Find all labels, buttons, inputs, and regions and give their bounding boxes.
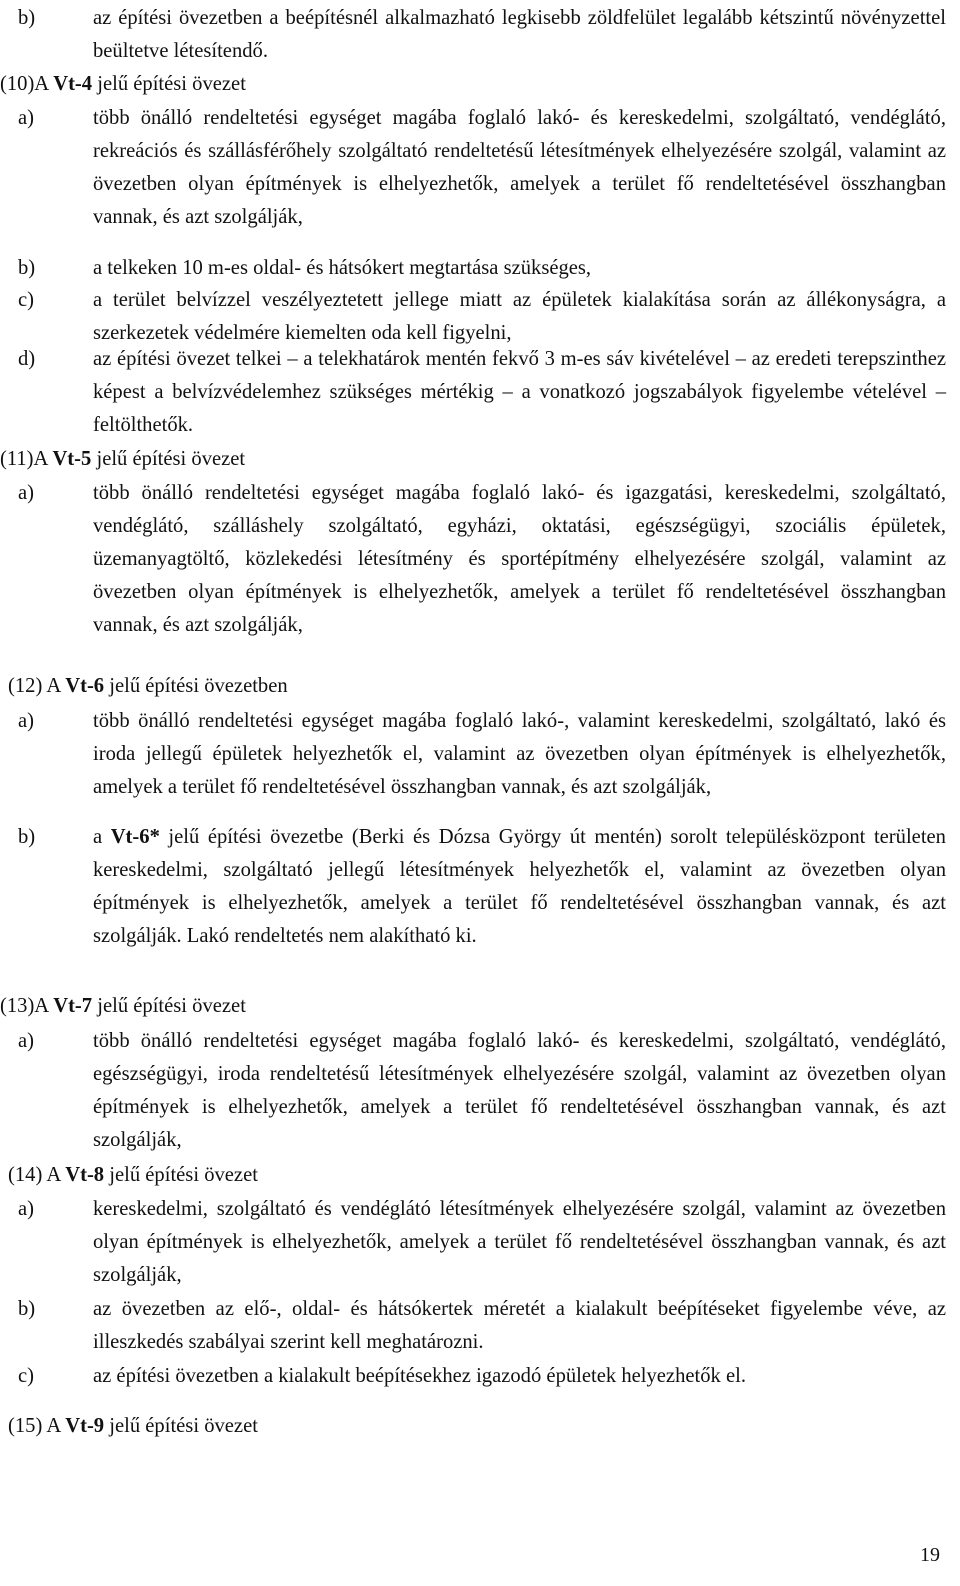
item-text: több önálló rendeltetési egységet magába foglaló lakó-, valamint kereskedelmi, szolgáltató, lakó és iroda jellegű épületek helyezhetők el, valamint az övezetben olyan építmények is elhelyezhetők, amelyek a terület fő rendeltetésével összhangban vannak, és azt szolgálják,: [93, 710, 946, 798]
section-heading-11: [0, 443, 245, 476]
list-item: [18, 1193, 946, 1292]
text-before: a: [93, 826, 111, 848]
item-text: [93, 821, 946, 953]
heading-prefix: (14) A: [8, 1164, 66, 1186]
section-heading-15: [8, 1410, 258, 1443]
heading-prefix: (12) A: [8, 675, 66, 697]
heading-suffix: jelű építési övezet: [104, 1415, 258, 1437]
item-marker: a): [18, 1198, 34, 1220]
item-text: kereskedelmi, szolgáltató és vendéglátó létesítmények elhelyezésére szolgál, valamint az övezetben olyan építmények is elhelyezhetők, amelyek a terület fő rendeltetésével összhangban vannak, és azt szolgálják,: [93, 1198, 946, 1286]
item-marker: b): [18, 257, 36, 279]
zone-code: Vt-6: [65, 675, 105, 697]
item-text: az övezetben az elő-, oldal- és hátsókertek méretét a kialakult beépítéseket figyelembe véve, az illeszkedés szabályai szerint kell meghatározni.: [93, 1298, 946, 1353]
list-item: [18, 252, 946, 285]
list-item: [18, 477, 946, 642]
zone-code: Vt-8: [65, 1164, 105, 1186]
item-marker: b): [18, 7, 36, 29]
page-number: 19: [920, 1544, 940, 1566]
item-marker: b): [18, 1298, 36, 1320]
zone-code: Vt-6*: [110, 826, 160, 848]
zone-code: Vt-7: [53, 995, 93, 1017]
list-item: [18, 2, 946, 68]
item-marker: c): [18, 289, 34, 311]
item-marker: b): [18, 826, 36, 848]
section-heading-13: [0, 990, 246, 1023]
heading-suffix: jelű építési övezet: [92, 73, 246, 95]
section-heading-12: [8, 670, 288, 703]
list-item: [18, 705, 946, 804]
list-item: [18, 821, 946, 953]
section-heading-10: [0, 68, 246, 101]
list-item: [18, 1025, 946, 1157]
item-text: a telkeken 10 m-es oldal- és hátsókert megtartása szükséges,: [93, 257, 592, 279]
list-item: [18, 102, 946, 234]
heading-suffix: jelű építési övezetben: [104, 675, 288, 697]
zone-code: Vt-4: [53, 73, 93, 95]
zone-code: Vt-5: [52, 448, 92, 470]
section-heading-14: [8, 1159, 258, 1192]
heading-prefix: (10)A: [0, 73, 54, 95]
item-marker: c): [18, 1365, 34, 1387]
item-marker: a): [18, 710, 34, 732]
heading-prefix: (11)A: [0, 448, 53, 470]
item-text: az építési övezetben a beépítésnél alkalmazható legkisebb zöldfelület legalább kétszintű növényzettel beültetve létesítendő.: [93, 7, 946, 62]
zone-code: Vt-9: [65, 1415, 105, 1437]
item-text: a terület belvízzel veszélyeztetett jellege miatt az épületek kialakítása során az állékonyságra, a szerkezetek védelmére kiemelten oda kell figyelni,: [93, 289, 946, 344]
heading-suffix: jelű építési övezet: [91, 448, 246, 470]
item-text: több önálló rendeltetési egységet magába foglaló lakó- és kereskedelmi, szolgáltató, vendéglátó, egészségügyi, iroda rendeltetésű létesítmények elhelyezésére szolgál, valamint az övezetben olyan építmények is elhelyezhetők, amelyek a terület fő rendeltetésével összhangban vannak, és azt szolgálják,: [93, 1030, 946, 1151]
list-item: [18, 284, 946, 350]
item-text: több önálló rendeltetési egységet magába foglaló lakó- és kereskedelmi, szolgáltató, vendéglátó, rekreációs és szállásférőhely szolgáltató rendeltetésű létesítmények elhelyezésére szolgál, valamint az övezetben olyan építmények is elhelyezhetők, amelyek a terület fő rendeltetésével összhangban vannak, és azt szolgálják,: [93, 107, 946, 228]
item-text: az építési övezetben a kialakult beépítésekhez igazodó épületek helyezhetők el.: [93, 1365, 746, 1387]
heading-suffix: jelű építési övezet: [104, 1164, 258, 1186]
list-item: [18, 1293, 946, 1359]
list-item: [18, 343, 946, 442]
item-marker: a): [18, 482, 34, 504]
text-after: jelű építési övezetbe (Berki és Dózsa György út mentén) sorolt településközpont területen kereskedelmi, szolgáltató jellegű létesítmények helyezhetők el, valamint az övezetben olyan építmények is elhelyezhetők, amelyek a terület fő rendeltetésével összhangban vannak, és azt szolgálják. Lakó rendeltetés nem alakítható ki.: [93, 826, 946, 947]
heading-suffix: jelű építési övezet: [92, 995, 246, 1017]
item-text: több önálló rendeltetési egységet magába foglaló lakó- és igazgatási, kereskedelmi, szolgáltató, vendéglátó, szálláshely szolgáltató, egyházi, oktatási, egészségügyi, szociális épületek, üzemanyagtöltő, közlekedési létesítmény és sportépítmény elhelyezésére szolgál, valamint az övezetben olyan építmények is elhelyezhetők, amelyek a terület fő rendeltetésével összhangban vannak, és azt szolgálják,: [93, 482, 946, 636]
item-marker: a): [18, 107, 34, 129]
item-marker: a): [18, 1030, 34, 1052]
item-marker: d): [18, 348, 36, 370]
list-item: [18, 1360, 946, 1393]
heading-prefix: (15) A: [8, 1415, 66, 1437]
item-text: az építési övezet telkei – a telekhatárok mentén fekvő 3 m-es sáv kivételével – az eredeti terepszinthez képest a belvízvédelemhez szükséges mértékig – a vonatkozó jogszabályok figyelembe vételével – feltölthetők.: [93, 348, 946, 436]
heading-prefix: (13)A: [0, 995, 54, 1017]
